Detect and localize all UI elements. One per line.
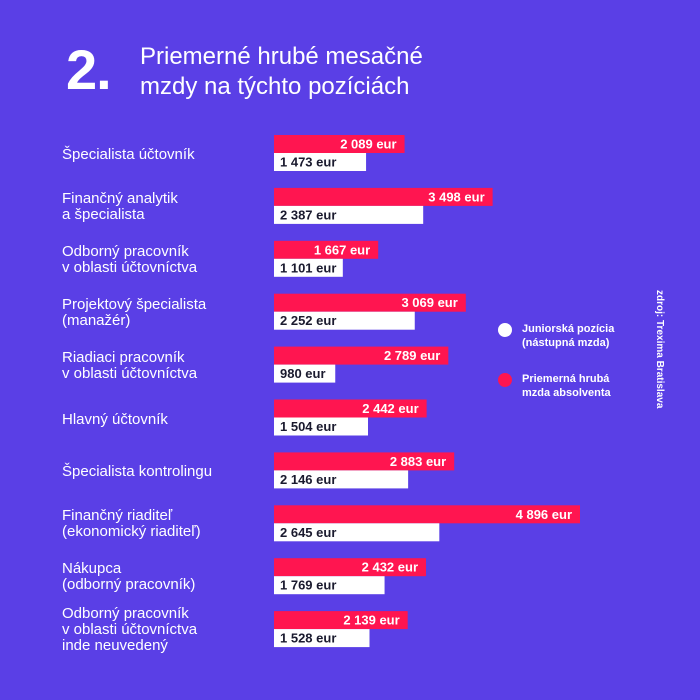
title-line-1: Priemerné hrubé mesačné bbox=[140, 43, 423, 70]
category-label-line: Projektový špecialista bbox=[62, 295, 207, 313]
title-line-2: mzdy na týchto pozíciách bbox=[140, 73, 410, 100]
data-label-graduate: 3 498 eur bbox=[428, 189, 485, 205]
category-label-line: Odborný pracovník bbox=[62, 605, 189, 623]
data-label-junior: 2 146 eur bbox=[280, 471, 337, 487]
category-label-line: Finančný riaditeľ bbox=[62, 507, 173, 525]
category-label-line: a špecialista bbox=[62, 205, 145, 223]
data-label-junior: 1 528 eur bbox=[280, 630, 337, 646]
category-label-line: (manažér) bbox=[62, 311, 131, 329]
category-label-line: v oblasti účtovníctva bbox=[62, 621, 198, 639]
category-label-line: Riadiaci pracovník bbox=[62, 348, 185, 366]
category-label-line: Odborný pracovník bbox=[62, 242, 189, 260]
category-label-line: v oblasti účtovníctva bbox=[62, 258, 198, 276]
data-label-graduate: 2 089 eur bbox=[340, 136, 397, 152]
legend-dot-graduate bbox=[498, 373, 512, 387]
category-label-line: v oblasti účtovníctva bbox=[62, 364, 198, 382]
data-label-junior: 2 645 eur bbox=[280, 524, 337, 540]
legend-junior-line-1: Juniorská pozícia bbox=[522, 323, 615, 335]
legend-graduate-line-2: mzda absolventa bbox=[522, 387, 611, 399]
data-label-junior: 1 504 eur bbox=[280, 419, 337, 434]
legend-junior-line-2: (nástupná mzda) bbox=[522, 337, 610, 349]
category-label-line: Hlavný účtovník bbox=[62, 410, 168, 428]
data-label-graduate: 2 883 eur bbox=[389, 453, 447, 469]
data-label-junior: 980 eur bbox=[280, 366, 326, 382]
data-label-junior: 1 473 eur bbox=[280, 154, 337, 170]
legend-graduate-line-1: Priemerná hrubá bbox=[522, 373, 610, 385]
section-number: 2. bbox=[66, 38, 111, 101]
category-label-line: inde neuvedený bbox=[62, 637, 168, 655]
data-label-junior: 2 252 eur bbox=[280, 313, 337, 329]
category-label-line: Finančný analytik bbox=[62, 189, 178, 207]
category-label-line: Špecialista účtovník bbox=[62, 146, 195, 163]
data-label-graduate: 2 432 eur bbox=[361, 559, 418, 575]
data-label-junior: 2 387 eur bbox=[280, 207, 337, 223]
legend-dot-junior bbox=[498, 323, 512, 337]
source-note: zdroj: Trexima Bratislava bbox=[654, 290, 665, 409]
legend-item-junior bbox=[498, 322, 614, 350]
data-label-junior: 1 101 eur bbox=[280, 260, 337, 276]
category-label-line: (odborný pracovník) bbox=[62, 576, 196, 594]
category-label-line: (ekonomický riaditeľ) bbox=[62, 523, 201, 541]
data-label-graduate: 3 069 eur bbox=[401, 295, 458, 311]
data-label-graduate: 2 442 eur bbox=[362, 401, 419, 416]
data-label-graduate: 1 667 eur bbox=[313, 242, 371, 258]
category-label-line: Nákupca bbox=[62, 560, 122, 578]
data-label-junior: 1 769 eur bbox=[280, 577, 337, 593]
data-label-graduate: 2 789 eur bbox=[383, 348, 441, 364]
data-label-graduate: 2 139 eur bbox=[343, 612, 400, 628]
data-label-graduate: 4 896 eur bbox=[515, 506, 572, 522]
category-label-line: Špecialista kontrolingu bbox=[62, 463, 213, 481]
legend-item-graduate bbox=[498, 372, 611, 400]
